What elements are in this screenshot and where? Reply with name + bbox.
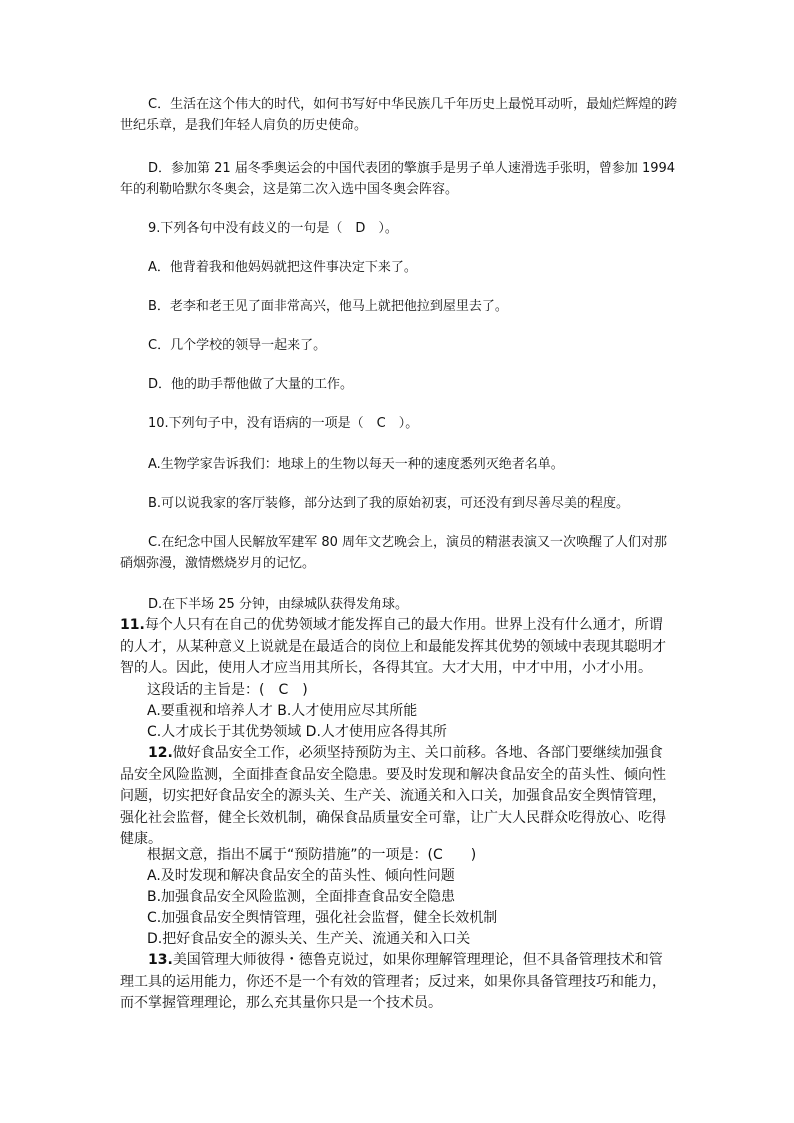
- option-line: B.加强食品安全风险监测，全面排查食品安全隐患: [147, 889, 456, 905]
- question-number: 12.: [148, 745, 173, 761]
- option-line: A.要重视和培养人才 B.人才使用应尽其所能: [147, 703, 418, 719]
- question-stem: 根据文意，指出不属于“预防措施”的一项是：(C ): [147, 847, 477, 863]
- question-stem: 这段话的主旨是：( C ): [147, 682, 308, 698]
- option-line: D.把好食品安全的源头关、生产关、流通关和入口关: [147, 931, 471, 947]
- option-line: A.生物学家告诉我们：地球上的生物以每天一种的速度悉列灭绝者名单。: [148, 457, 564, 472]
- question-number: 13.: [148, 952, 173, 968]
- option-paragraph: C.在纪念中国人民解放军建军 80 周年文艺晚会上，演员的精湛表演又一次唤醒了人们对那硝烟弥漫，激情燃烧岁月的记忆。: [120, 535, 668, 571]
- option-paragraph: C．生活在这个伟大的时代，如何书写好中华民族几千年历史上最悦耳动听，最灿烂辉煌的跨世纪乐章，是我们年轻人肩负的历史使命。: [120, 97, 678, 133]
- option-line: C.加强食品安全舆情管理，强化社会监督，健全长效机制: [147, 910, 498, 926]
- option-line: C．几个学校的领导一起来了。: [148, 338, 327, 353]
- option-line: B．老李和老王见了面非常高兴，他马上就把他拉到屋里去了。: [148, 299, 508, 314]
- option-line: A．他背着我和他妈妈就把这件事决定下来了。: [148, 260, 417, 275]
- option-paragraph: D．参加第 21 届冬季奥运会的中国代表团的擎旗手是男子单人速滑选手张明，曾参加 1994 年的利勒哈默尔冬奥会，这是第二次入选中国冬奥会阵容。: [120, 161, 676, 197]
- question-paragraph: 12.做好食品安全工作，必须坚持预防为主、关口前移。各地、各部门要继续加强食品安全风险监测，全面排查食品安全隐患。要及时发现和解决食品安全的苗头性、倾向性问题，切实把好食品安全的源头关、生产关、流通关和入口关，加强食品安全舆情管理，强化社会监督，健全长效机制，确保食品质量安全可靠，让广大人民群众吃得放心、吃得健康。: [120, 745, 666, 847]
- option-line: C.人才成长于其优势领域 D.人才使用应各得其所: [147, 724, 447, 740]
- question-paragraph: 13.美国管理大师彼得・德鲁克说过，如果你理解管理理论，但不具备管理技术和管理工具的运用能力，你还不是一个有效的管理者；反过来，如果你具备管理技巧和能力，而不掌握管理理论，那么充其量你只是一个技术员。: [120, 952, 666, 1011]
- question-stem: 10.下列句子中，没有语病的一项是（ C ）。: [148, 416, 419, 431]
- option-line: D.在下半场 25 分钟，由绿城队获得发角球。: [148, 597, 408, 612]
- question-paragraph: 11.每个人只有在自己的优势领域才能发挥自己的最大作用。世界上没有什么通才，所谓的人才，从某种意义上说就是在最适合的岗位上和最能发挥其优势的领域中表现其聪明才智的人。因此，使用人才应当用其所长，各得其宜。大才大用，中才中用，小才小用。: [120, 617, 666, 676]
- question-number: 11.: [120, 617, 145, 633]
- question-stem: 9.下列各句中没有歧义的一句是（ D ）。: [148, 221, 398, 236]
- option-line: A.及时发现和解决食品安全的苗头性、倾向性问题: [147, 868, 455, 884]
- option-line: B.可以说我家的客厅装修，部分达到了我的原始初衷，可还没有到尽善尽美的程度。: [148, 496, 630, 511]
- option-line: D．他的助手帮他做了大量的工作。: [148, 377, 354, 392]
